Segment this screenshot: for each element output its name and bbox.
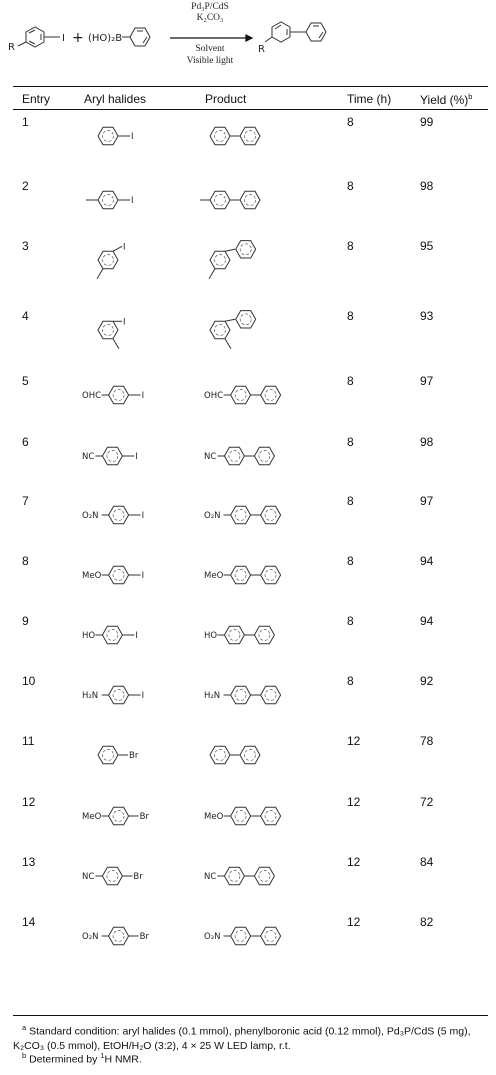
product-ring-b-aromatic [265, 510, 276, 521]
product-ring-a [210, 746, 230, 763]
reaction-time: 8 [347, 435, 354, 449]
condition-light: Visible light [186, 56, 234, 66]
reactant-r-label: R [8, 42, 15, 53]
product-ring-b-aromatic [265, 811, 276, 822]
product-ring-a [210, 191, 230, 208]
product-ring-a [210, 127, 230, 144]
aryl-halide-ring [109, 506, 129, 523]
aryl-halide-ring [109, 927, 129, 944]
product-ring-a-aromatic [229, 630, 240, 641]
product-ring-b [261, 386, 281, 403]
table-row [0, 912, 496, 980]
reaction-scheme [0, 0, 496, 82]
footnote-b-isotope: 1 [100, 1051, 105, 1060]
reaction-yield: 97 [420, 374, 434, 388]
entry-number: 13 [22, 855, 36, 869]
reaction-time: 8 [347, 179, 354, 193]
reaction-yield: 94 [420, 614, 434, 628]
aryl-halide-ring [98, 127, 118, 144]
halogen-label: I [141, 391, 145, 401]
table-row [0, 112, 496, 180]
aryl-halide-ring [98, 321, 118, 338]
condition-solvent: Solvent [195, 44, 225, 54]
product-ring-a [231, 927, 251, 944]
halogen-label: I [141, 691, 145, 701]
footnote-a-text: Standard condition: aryl halides (0.1 mmol), phenylboronic acid (0.12 mmol), Pd₃P/CdS (5 mg), K₂CO₃ (0.5 mmol), EtOH/H₂O (3:2), 4 × 25 W LED lamp, r.t. [13, 1025, 471, 1052]
entry-number: 8 [22, 554, 29, 568]
product-substituent: HO [204, 631, 218, 641]
product-ring-a [231, 566, 251, 583]
aryl-halide-structure [78, 112, 198, 176]
product-ring-b-aromatic [259, 871, 270, 882]
product-ring-b-aromatic [259, 451, 270, 462]
aryl-iodide-structure [18, 27, 60, 47]
entry-number: 10 [22, 674, 36, 688]
entry-number: 9 [22, 614, 29, 628]
halogen-label: I [123, 242, 126, 253]
boronic-acid-label: (HO)₂B [88, 33, 123, 44]
reaction-yield: 82 [420, 915, 434, 929]
aryl-halide-ring-aromatic [113, 390, 124, 401]
phenylboronic-acid-structure [122, 28, 150, 46]
entry-number: 11 [22, 734, 35, 748]
product-ring-b [261, 686, 281, 703]
aryl-halide-structure [78, 491, 198, 555]
aryl-halide-ring [98, 746, 118, 763]
aryl-halide-ring [98, 251, 118, 268]
aryl-halide-substituent: MeO [82, 812, 102, 822]
product-ring-a [210, 321, 230, 338]
aryl-halide-ring [102, 447, 122, 464]
table-row [0, 671, 496, 739]
product-ring-b [261, 566, 281, 583]
product-ring-b [240, 191, 260, 208]
product-structure [200, 792, 330, 856]
product-structure [200, 236, 330, 300]
reaction-yield: 98 [420, 435, 434, 449]
product-ring-a-aromatic [235, 690, 246, 701]
product-ring-a [231, 386, 251, 403]
table-row [0, 491, 496, 559]
aryl-halide-structure [78, 236, 198, 300]
plus-sign: + [72, 30, 84, 46]
product-ring-b-aromatic [240, 314, 251, 325]
product-ring-b-aromatic [265, 690, 276, 701]
product-structure [200, 491, 330, 555]
product-ring-a-aromatic [215, 325, 226, 336]
table-row [0, 371, 496, 439]
aryl-halide-ring-aromatic [103, 195, 114, 206]
table-row [0, 852, 496, 920]
product-ring-b [261, 927, 281, 944]
product-structure [200, 731, 330, 795]
product-structure [200, 852, 330, 916]
header-product: Product [205, 92, 247, 106]
aryl-halide-ring [109, 807, 129, 824]
entry-number: 4 [22, 309, 29, 323]
entry-number: 5 [22, 374, 29, 388]
halogen-label: Br [139, 812, 149, 822]
product-ring-b-aromatic [245, 195, 256, 206]
methyl-bond [209, 269, 215, 279]
aryl-halide-structure [78, 306, 198, 370]
aryl-halide-substituent: OHC [82, 391, 102, 401]
table-row [0, 236, 496, 304]
reactant-halogen-label: I [62, 33, 65, 44]
aryl-halide-substituent: O₂N [82, 511, 99, 521]
product-structure [200, 176, 330, 240]
product-ring-b-aromatic [259, 630, 270, 641]
table-header-rule [13, 109, 488, 110]
entry-number: 3 [22, 239, 29, 253]
product-ring-b-aromatic [265, 570, 276, 581]
product-ring-a-aromatic [215, 255, 226, 266]
product-ring-a [210, 251, 230, 268]
reaction-time: 12 [347, 734, 361, 748]
aryl-halide-substituent: O₂N [82, 932, 99, 942]
reaction-yield: 99 [420, 115, 434, 129]
aryl-halide-structure [78, 852, 198, 916]
halogen-label: I [135, 631, 138, 641]
product-ring-b [240, 127, 260, 144]
product-ring-a [231, 506, 251, 523]
product-ring-a [231, 686, 251, 703]
product-ring-a-aromatic [229, 871, 240, 882]
reaction-time: 8 [347, 309, 354, 323]
entry-number: 1 [22, 115, 29, 129]
header-yield-footnote-mark: b [468, 92, 473, 101]
halogen-label: Br [133, 872, 143, 882]
product-ring-a [224, 447, 244, 464]
product-ring-b-aromatic [245, 131, 256, 142]
aryl-halide-ring [102, 626, 122, 643]
product-ring-b [236, 311, 256, 328]
header-yield [420, 92, 472, 107]
footnote-b-text-pre: Determined by [29, 1053, 98, 1066]
product-ring-b [261, 807, 281, 824]
product-ring-a-aromatic [235, 390, 246, 401]
aryl-halide-ring-aromatic [107, 630, 118, 641]
halogen-label: I [135, 452, 138, 462]
aryl-halide-ring [109, 566, 129, 583]
product-substituent: MeO [204, 812, 224, 822]
header-entry: Entry [22, 92, 51, 106]
reaction-time: 12 [347, 855, 361, 869]
halogen-label: Br [129, 751, 139, 761]
reaction-yield: 84 [420, 855, 434, 869]
product-ring-a-aromatic [235, 931, 246, 942]
aryl-halide-substituent: NC [82, 452, 95, 462]
halogen-label: I [141, 511, 145, 521]
aryl-halide-substituent: MeO [82, 571, 102, 581]
product-structure [200, 671, 330, 735]
reaction-yield: 98 [420, 179, 434, 193]
aryl-halide-ring-aromatic [107, 451, 118, 462]
biaryl-bond [225, 249, 235, 251]
aryl-halide-ring-aromatic [103, 325, 114, 336]
product-structure [200, 371, 330, 435]
reaction-time: 8 [347, 614, 354, 628]
table-top-rule [13, 86, 488, 87]
aryl-halide-ring [109, 686, 129, 703]
product-structure [200, 112, 330, 176]
aryl-halide-ring-aromatic [113, 811, 124, 822]
product-substituent: NC [204, 452, 217, 462]
table-row [0, 432, 496, 500]
aryl-halide-ring-aromatic [113, 510, 124, 521]
table-row [0, 306, 496, 374]
aryl-halide-structure [78, 912, 198, 976]
product-ring-b [261, 506, 281, 523]
aryl-halide-substituent: HO [82, 631, 96, 641]
product-substituent: MeO [204, 571, 224, 581]
entry-number: 14 [22, 915, 36, 929]
biaryl-bond [225, 319, 235, 321]
reaction-time: 12 [347, 795, 361, 809]
product-ring-a [224, 867, 244, 884]
halogen-label: I [141, 571, 145, 581]
product-ring-a [224, 626, 244, 643]
product-ring-b [254, 867, 274, 884]
aryl-halide-ring-aromatic [103, 750, 114, 761]
product-ring-b [254, 626, 274, 643]
reaction-yield: 92 [420, 674, 434, 688]
product-ring-a-aromatic [215, 750, 226, 761]
reaction-yield: 72 [420, 795, 434, 809]
reaction-time: 8 [347, 239, 354, 253]
product-ring-a [231, 807, 251, 824]
footnote-b-mark: b [22, 1051, 27, 1060]
table-bottom-rule [13, 1015, 488, 1016]
product-structure [200, 551, 330, 615]
methyl-bond [225, 339, 231, 349]
reaction-time: 8 [347, 554, 354, 568]
table-row [0, 176, 496, 244]
table-row [0, 551, 496, 619]
header-time: Time (h) [347, 92, 392, 106]
product-substituent: O₂N [204, 511, 221, 521]
entry-number: 6 [22, 435, 29, 449]
header-aryl-halides: Aryl halides [84, 92, 147, 106]
aryl-halide-structure [78, 671, 198, 735]
table-row [0, 731, 496, 799]
footnote-b-text-post: H NMR. [104, 1053, 142, 1066]
reaction-arrow [170, 35, 252, 41]
aryl-halide-substituent: H₂N [82, 691, 99, 701]
footnote-a-mark: a [22, 1023, 27, 1032]
entry-number: 12 [22, 795, 36, 809]
product-ring-a-aromatic [229, 451, 240, 462]
aryl-halide-ring-aromatic [103, 131, 114, 142]
halogen-label: I [131, 196, 134, 206]
product-structure [200, 432, 330, 496]
reaction-yield: 97 [420, 494, 434, 508]
biphenyl-product-structure [265, 22, 326, 42]
product-structure [200, 611, 330, 675]
aryl-halide-ring [102, 867, 122, 884]
product-ring-b [236, 241, 256, 258]
halogen-bond [113, 246, 122, 251]
reaction-time: 12 [347, 915, 361, 929]
table-row [0, 611, 496, 679]
aryl-halide-ring [109, 386, 129, 403]
product-r-label: R [258, 44, 265, 55]
reaction-time: 8 [347, 374, 354, 388]
reaction-yield: 95 [420, 239, 434, 253]
product-structure [200, 306, 330, 370]
footnote-b [13, 1049, 488, 1067]
header-yield-text: Yield (%) [420, 93, 469, 107]
methyl-bond [113, 339, 119, 349]
product-ring-b-aromatic [240, 244, 251, 255]
entry-number: 7 [22, 494, 29, 508]
reaction-yield: 94 [420, 554, 434, 568]
product-ring-a-aromatic [215, 131, 226, 142]
condition-catalyst: Pd₃P/CdS [191, 2, 229, 12]
aryl-halide-structure [78, 432, 198, 496]
product-substituent: O₂N [204, 932, 221, 942]
aryl-halide-ring-aromatic [107, 871, 118, 882]
aryl-halide-structure [78, 371, 198, 435]
entry-number: 2 [22, 179, 29, 193]
reaction-time: 8 [347, 494, 354, 508]
product-ring-a-aromatic [235, 811, 246, 822]
product-substituent: NC [204, 872, 217, 882]
product-substituent: H₂N [204, 691, 221, 701]
product-substituent: OHC [204, 391, 224, 401]
aryl-halide-structure [78, 731, 198, 795]
footnote-a [13, 1021, 488, 1053]
aryl-halide-structure [78, 792, 198, 856]
product-ring-b [240, 746, 260, 763]
condition-base: K₂CO₃ [196, 13, 224, 23]
aryl-halide-structure [78, 551, 198, 615]
halogen-label: I [123, 317, 126, 328]
product-ring-a-aromatic [215, 195, 226, 206]
product-ring-b-aromatic [265, 390, 276, 401]
table-row [0, 792, 496, 860]
reaction-time: 8 [347, 674, 354, 688]
halogen-label: Br [139, 932, 149, 942]
aryl-halide-structure [78, 176, 198, 240]
product-structure [200, 912, 330, 976]
aryl-halide-ring-aromatic [113, 570, 124, 581]
reaction-time: 8 [347, 115, 354, 129]
aryl-halide-substituent: NC [82, 872, 95, 882]
aryl-halide-ring-aromatic [103, 255, 114, 266]
reaction-yield: 78 [420, 734, 434, 748]
product-ring-a-aromatic [235, 570, 246, 581]
reaction-yield: 93 [420, 309, 434, 323]
aryl-halide-structure [78, 611, 198, 675]
methyl-bond [97, 269, 103, 279]
product-ring-a-aromatic [235, 510, 246, 521]
product-ring-b [254, 447, 274, 464]
product-ring-b-aromatic [245, 750, 256, 761]
aryl-halide-ring-aromatic [113, 931, 124, 942]
halogen-label: I [131, 132, 134, 142]
aryl-halide-ring [98, 191, 118, 208]
aryl-halide-ring-aromatic [113, 690, 124, 701]
product-ring-b-aromatic [265, 931, 276, 942]
